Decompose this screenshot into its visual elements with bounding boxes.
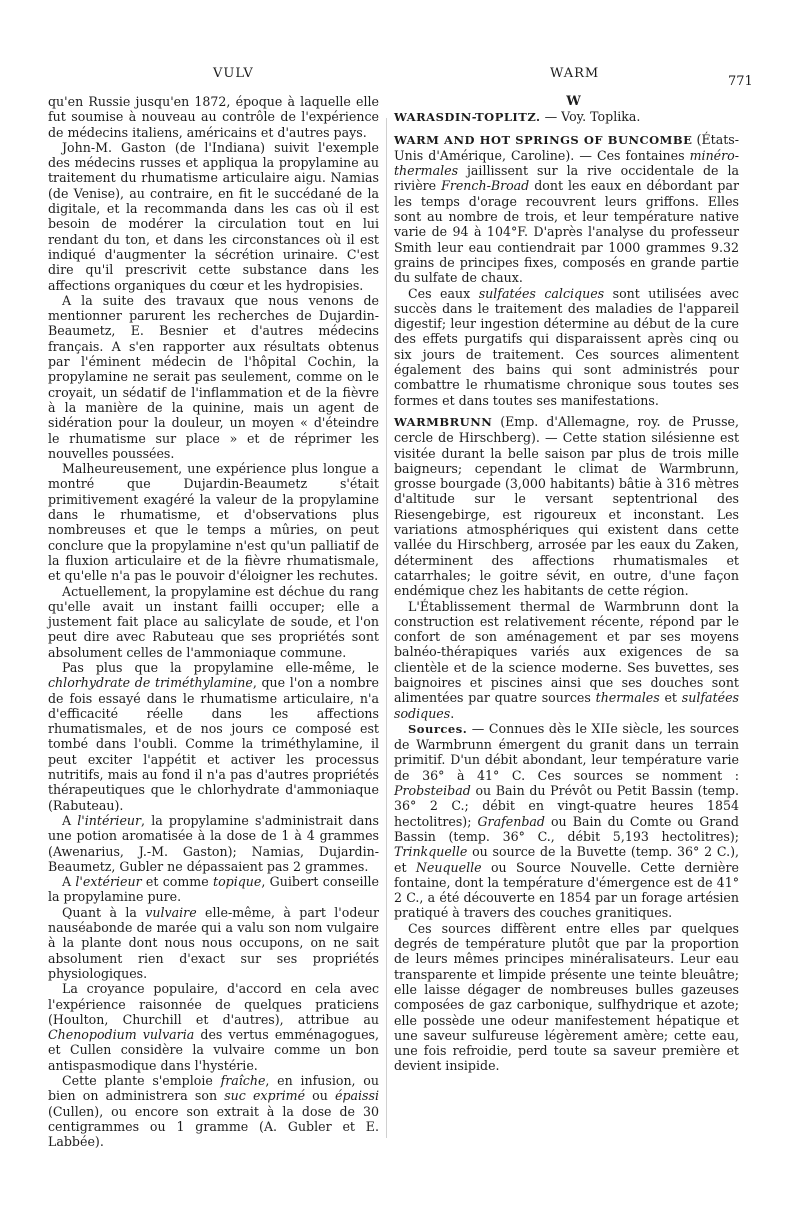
paragraph: John-M. Gaston (de l'Indiana) suivit l'exemple des médecins russes et appliqua la propylamine au traitement du rhumatisme articulaire aigu. Namias (de Venise), au contraire, en fit le succédané de la digitale, et la recommanda dans les cas où il est besoin de modérer la circulation tout en lui rendant du ton, et dans les circonstances où il est indiqué d'augmenter la sécrétion urinaire. C'est dire qu'il prescrivit cette substance dans les affections organiques du cœur et les hydropisies. (48, 139, 379, 293)
paragraph: Actuellement, la propylamine est déchue du rang qu'elle avait un instant failli occuper; elle a justement fait place au salicylate de soude, et l'on peut dire avec Rabuteau que ses propriétés sont absolument celles de l'ammoniaque commune. (48, 583, 379, 660)
left-column (48, 94, 379, 1149)
paragraph: L'Établissement thermal de Warmbrunn dont la construction est relativement récente, répond par le confort de son aménagement et par ses moyens balnéo-thérapiques variés aux exigences de sa clientèle et de la science moderne. Ses buvettes, ses baignoires et piscines ainsi que ses douches sont alimentées par quatre sources thermales et sulfatées sodiques. (394, 598, 739, 721)
paragraph: qu'en Russie jusqu'en 1872, époque à laquelle elle fut soumise à nouveau au contrôle de l'expérience de médecins italiens, américains et d'autres pays. (48, 94, 379, 140)
paragraph: Cette plante s'emploie fraîche, en infusion, ou bien on administrera son suc exprimé ou épaissi (Cullen), ou encore son extrait à la dose de 30 centigrammes ou 1 gramme (A. Gubler et E. Labbée). (48, 1073, 380, 1150)
paragraph: A l'extérieur et comme topique, Guibert conseille la propylamine pure. (48, 874, 379, 905)
running-head-left: VULV (213, 66, 254, 81)
paragraph: A la suite des travaux que nous venons de mentionner parurent les recherches de Dujardin-Beaumetz, E. Besnier et d'autres médecins français. A s'en rapporter aux résultats obtenus par l'éminent médecin de l'hôpital Cochin, la propylamine ne serait pas seulement, comme on le croyait, un sédatif de l'inflammation et de la fièvre à la manière de la quinine, mais un agent de sidération pour la douleur, un moyen « d'éteindre le rhumatisme sur place » et de réprimer les nouvelles poussées. (48, 292, 379, 461)
page-number: 771 (728, 74, 753, 89)
running-head-right: WARM (550, 66, 600, 81)
paragraph: Ces sources diffèrent entre elles par quelques degrés de température plutôt que par la proportion de leurs mêmes principes minéralisateurs. Leur eau transparente et limpide présente une teinte bleuâtre; elle laisse dégager de nombreuses bulles gazeuses composées de gaz carbonique, sulfhydrique et azote; elle possède une odeur manifestement hépatique et une saveur sulfureuse légèrement amère; cette eau, une fois refroidie, perd toute sa saveur première et devient insipide. (394, 920, 739, 1074)
paragraph: Pas plus que la propylamine elle-même, le chlorhydrate de triméthylamine, que l'on a nombre de fois essayé dans le rhumatisme articulaire, n'a d'efficacité réelle dans les affections rhumatismales, et de nos jours ce composé est tombé dans l'oubli. Comme la triméthylamine, il peut exciter l'appétit et activer les processus nutritifs, mais au fond il n'a pas d'autres propriétés thérapeutiques que le chlorhydrate d'ammoniaque (Rabuteau). (48, 659, 379, 813)
entry-warm-hot-springs-buncombe: WARM AND HOT SPRINGS OF BUNCOMBE (États-Unis d'Amérique, Caroline). — Ces fontaines minéro-thermales jaillissent sur la rive occidentale de la rivière French-Broad dont les eaux en débordant par les temps d'orage recouvrent leurs griffons. Elles sont au nombre de trois, et leur température native varie de 94 à 104°F. D'après l'analyse du professeur Smith leur eau contiendrait par 1000 grammes 9.32 grains de principes fixes, composés en grande partie du sulfate de chaux. (394, 131, 739, 286)
paragraph: Ces eaux sulfatées calciques sont utilisées avec succès dans le traitement des maladies de l'appareil digestif; leur ingestion détermine au début de la cure des effets purgatifs qui disparaissent après cinq ou six jours de traitement. Ces sources alimentent également des bains qui sont administrés pour combattre le rhumatisme chronique sous toutes ses formes et dans toutes ses manifestations. (394, 285, 739, 408)
entry-heading: WARMBRUNN (394, 414, 493, 429)
column-divider (386, 118, 387, 1138)
paragraph: Quant à la vulvaire elle-même, à part l'odeur nauséabonde de marée qui a valu son nom vulgaire à la plante dont nous nous occupons, on ne sait absolument rien d'exact sur ses propriétés physiologiques. (48, 904, 380, 981)
paragraph: La croyance populaire, d'accord en cela avec l'expérience raisonnée de quelques praticiens (Houlton, Churchill et d'autres), attribue au Chenopodium vulvaria des vertus emménagogues, et Cullen considère la vulvaire comme un bon antispasmodique dans l'hystérie. (48, 981, 379, 1073)
subsection-heading: Sources. (408, 721, 468, 736)
entry-warasdin-toplitz: WARASDIN-TOPLITZ. — Voy. Toplika. (394, 109, 641, 125)
paragraph: Malheureusement, une expérience plus longue a montré que Dujardin-Beaumetz s'était primitivement exagéré la valeur de la propylamine dans le rhumatisme, et d'observations plus nombreuses et que le temps a mûries, on peut conclure que la propylamine n'est qu'un palliatif de la fluxion articulaire et de la fièvre rhumatismale, et qu'elle n'a pas le pouvoir d'éloigner les rechutes. (48, 461, 379, 584)
right-column (394, 94, 739, 1074)
entry-warmbrunn: WARMBRUNN (Emp. d'Allemagne, roy. de Prusse, cercle de Hirschberg). — Cette station silésienne est visitée durant la belle saison par plus de trois mille baigneurs; cependant le climat de Warmbrunn, grosse bourgade (3,000 habitants) bâtie à 316 mètres d'altitude sur le versant septentrional des Riesengebirge, est rigoureux et inconstant. Les variations atmosphériques qui existent dans cette vallée du Hirschberg, arrosée par les eaux du Zaken, déterminent des affections rhumatismales et catarrhales; le goitre sévit, en outre, d'une façon endémique chez les habitants de cette région. (394, 413, 739, 599)
entry-heading: WARM AND HOT SPRINGS OF BUNCOMBE (394, 132, 693, 147)
entry-heading: WARASDIN-TOPLITZ. (394, 110, 541, 125)
paragraph: A l'intérieur, la propylamine s'administrait dans une potion aromatisée à la dose de 1 à 4 grammes (Awenarius, J.-M. Gaston); Namias, Dujardin-Beaumetz, Gubler ne dépassaient pas 2 grammes. (48, 812, 379, 874)
paragraph: Sources. — Connues dès le XIIe siècle, les sources de Warmbrunn émergent du granit dans un terrain primitif. D'un débit abondant, leur température varie de 36° à 41° C. Ces sources se nomment : Probsteibad ou Bain du Prévôt ou Petit Bassin (temp. 36° 2 C.; débit en vingt-quatre heures 1854 hectolitres); Grafenbad ou Bain du Comte ou Grand Bassin (temp. 36° C., débit 5,193 hectolitres); Trinkquelle ou source de la Buvette (temp. 36° 2 C.), et Neuquelle ou Source Nouvelle. Cette dernière fontaine, dont la température d'émergence est de 41° 2 C., a été découverte en 1854 par un forage artésien pratiqué à travers des couches granitiques. (394, 720, 739, 921)
section-letter: W (566, 94, 581, 109)
